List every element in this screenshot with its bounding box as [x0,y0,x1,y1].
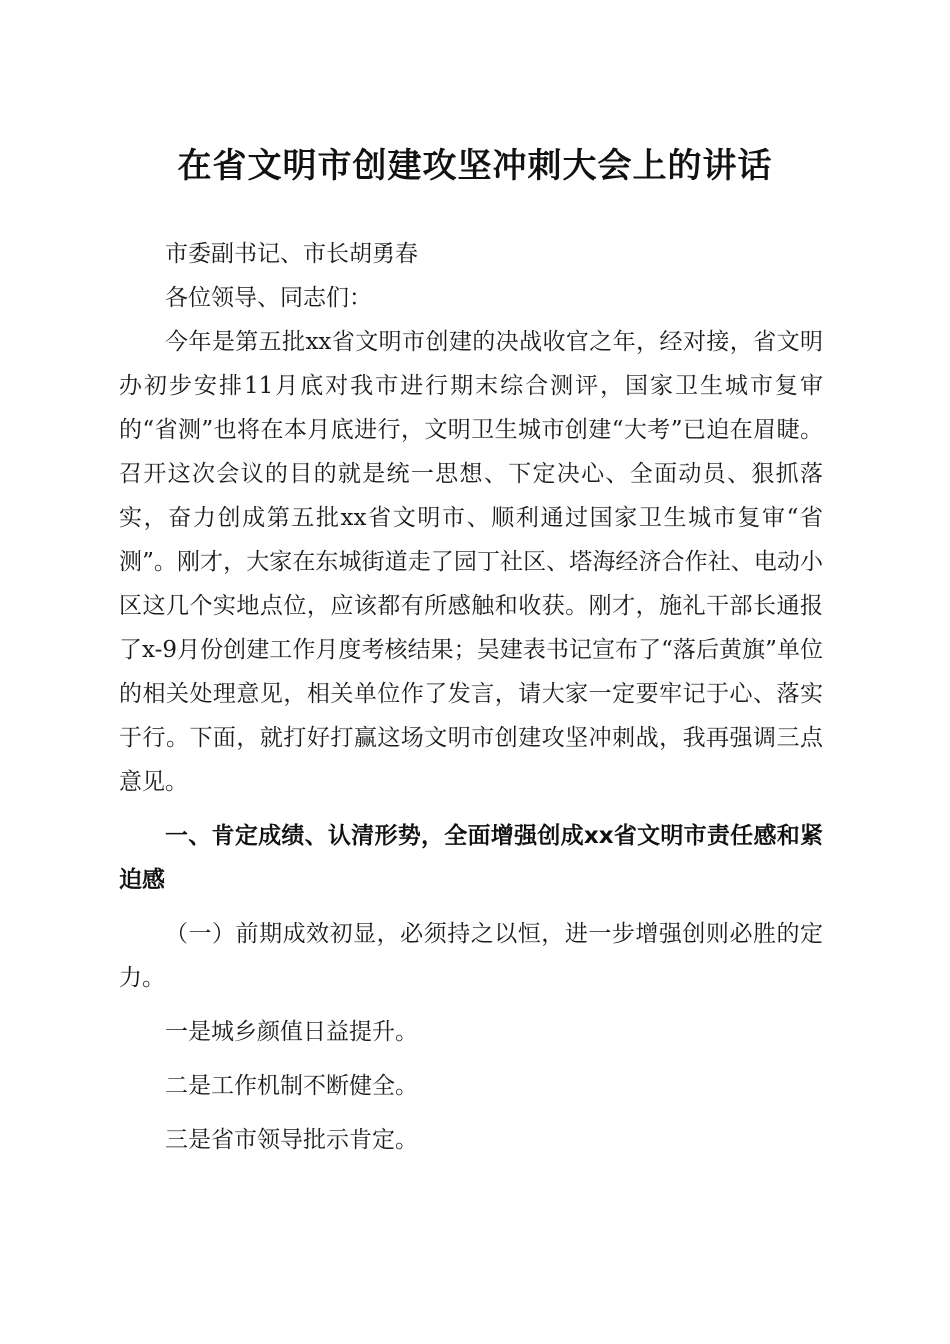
section-heading-1: 一、肯定成绩、认清形势，全面增强创成xx省文明市责任感和紧迫感 [119,823,823,893]
greeting-line: 各位领导、同志们： [165,285,372,311]
intro-paragraph: 今年是第五批xx省文明市创建的决战收官之年，经对接，省文明办初步安排11月底对我市进行期末综合测评，国家卫生城市复审的“省测”也将在本月底进行，文明卫生城市创建“大考”已迫在眉睫。召开这次会议的目的就是统一思想、下定决心、全面动员、狠抓落实，奋力创成第五批xx省文明市、顺利通过国家卫生城市复审“省测”。刚才，大家在东城街道走了园丁社区、塔海经济合作社、电动小区这几个实地点位，应该都有所感触和收获。刚才，施礼干部长通报了x-9月份创建工作月度考核结果；吴建表书记宣布了“落后黄旗”单位的相关处理意见，相关单位作了发言，请大家一定要牢记于心、落实于行。下面，就打好打赢这场文明市创建攻坚冲刺战，我再强调三点意见。 [119,329,823,795]
subsection-heading-1: （一）前期成效初显，必须持之以恒，进一步增强创则必胜的定力。 [119,921,823,991]
author-line: 市委副书记、市长胡勇春 [165,241,418,267]
point-2: 二是工作机制不断健全。 [165,1073,418,1099]
page-title: 在省文明市创建攻坚冲刺大会上的讲话 [177,146,773,186]
point-3: 三是省市领导批示肯定。 [165,1127,418,1153]
point-1: 一是城乡颜值日益提升。 [165,1019,418,1045]
document-body [119,232,823,1162]
